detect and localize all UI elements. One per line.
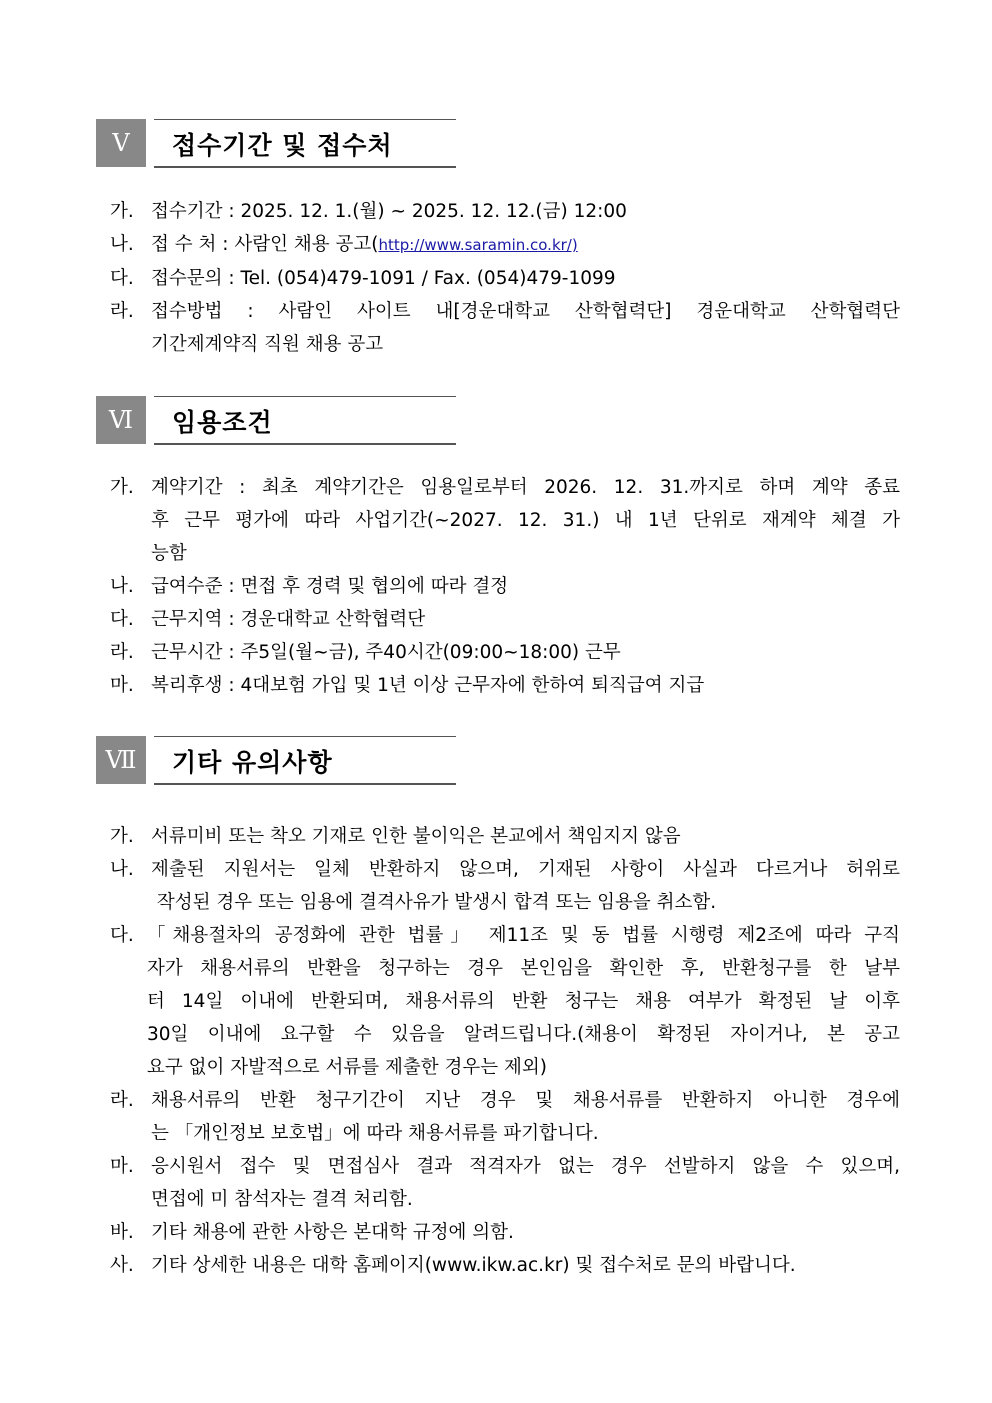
item-text: 「채용절차의 공정화에 관한 법률」 제11조 및 동 법률 시행령 제2조에 따라 구직 [147,925,900,946]
item-marker: 나. [110,859,134,880]
section-7-items [110,820,900,1282]
item-text: 접수문의 : Tel. (054)479-1091 / Fax. (054)479-1099 [151,268,616,289]
section-header-6 [96,396,456,444]
list-item [110,636,900,669]
item-text: 면접에 미 참석자는 결격 처리함. [151,1189,413,1210]
item-text: 서류미비 또는 착오 기재로 인한 불이익은 본교에서 책임지지 않음 [151,826,681,847]
item-marker: 나. [110,234,134,255]
section-title: 임용조건 [172,408,273,437]
item-marker: 가. [110,477,134,498]
item-text: 근무시간 : 주5일(월~금), 주40시간(09:00~18:00) 근무 [151,642,621,663]
list-item [110,853,900,919]
list-item [110,195,900,228]
item-text: 작성된 경우 또는 임용에 결격사유가 발생시 합격 또는 임용을 취소함. [151,892,717,913]
section-title-box [154,736,456,785]
list-item [110,1249,900,1282]
item-marker: 바. [110,1222,134,1243]
item-text: 근무지역 : 경운대학교 산학협력단 [151,609,426,630]
item-text: 제출된 지원서는 일체 반환하지 않으며, 기재된 사항이 사실과 다르거나 허위로 [151,859,900,880]
item-text: 기타 상세한 내용은 대학 홈페이지(www.ikw.ac.kr) 및 접수처로 문의 바랍니다. [151,1255,796,1276]
list-item [110,228,900,262]
item-marker: 가. [110,201,134,222]
item-text: 30일 이내에 요구할 수 있음을 알려드립니다.(채용이 확정된 자이거나, 본 공고 [147,1024,900,1045]
item-text: 접수방법 : 사람인 사이트 내[경운대학교 산학협력단] 경운대학교 산학협력단 [151,301,900,322]
section-title-box [154,119,456,168]
item-marker: 라. [110,301,134,322]
item-text-pre: 접 수 처 : 사람인 채용 공고( [151,234,379,255]
item-text: 계약기간 : 최초 계약기간은 임용일로부터 2026. 12. 31.까지로 하며 계약 종료 [151,477,900,498]
section-number: Ⅶ [96,736,146,784]
list-item [110,471,900,570]
section-title-box [154,396,456,445]
item-text: 자가 채용서류의 반환을 청구하는 경우 본인임을 확인한 후, 반환청구를 한 날부 [147,958,900,979]
item-text: 터 14일 이내에 반환되며, 채용서류의 반환 청구는 채용 여부가 확정된 날 이후 [147,991,900,1012]
section-header-7 [96,736,456,784]
section-5-items [110,195,900,361]
item-marker: 다. [110,609,134,630]
item-text: 급여수준 : 면접 후 경력 및 협의에 따라 결정 [151,576,509,597]
item-marker: 사. [110,1255,134,1276]
list-item [110,1150,900,1216]
item-marker: 나. [110,576,134,597]
list-item [110,262,900,295]
item-marker: 라. [110,642,134,663]
section-header-5 [96,119,456,167]
item-marker: 마. [110,675,134,696]
item-text: 는 「개인정보 보호법」에 따라 채용서류를 파기합니다. [151,1123,599,1144]
item-marker: 가. [110,826,134,847]
saramin-link[interactable]: http://www.saramin.co.kr/) [378,236,578,254]
item-marker: 다. [110,925,134,946]
item-text: 기간제계약직 직원 채용 공고 [151,334,384,355]
list-item [110,820,900,853]
list-item [110,1084,900,1150]
list-item [110,1216,900,1249]
item-text: 채용서류의 반환 청구기간이 지난 경우 및 채용서류를 반환하지 아니한 경우에 [151,1090,900,1111]
section-title: 접수기간 및 접수처 [172,131,393,160]
list-item [110,295,900,361]
list-item [110,919,900,1084]
section-6-items [110,471,900,702]
section-number: Ⅵ [96,396,146,444]
item-text: 접수기간 : 2025. 12. 1.(월) ~ 2025. 12. 12.(금) 12:00 [151,201,627,222]
item-text: 기타 채용에 관한 사항은 본대학 규정에 의함. [151,1222,514,1243]
item-text: 능함 [151,543,187,564]
list-item [110,570,900,603]
item-text: 응시원서 접수 및 면접심사 결과 적격자가 없는 경우 선발하지 않을 수 있으며, [151,1156,900,1177]
item-text: 후 근무 평가에 따라 사업기간(~2027. 12. 31.) 내 1년 단위로 재계약 체결 가 [151,510,900,531]
list-item [110,669,900,702]
item-marker: 다. [110,268,134,289]
item-marker: 마. [110,1156,134,1177]
item-marker: 라. [110,1090,134,1111]
item-text: 요구 없이 자발적으로 서류를 제출한 경우는 제외) [147,1057,547,1078]
section-number: Ⅴ [96,119,146,167]
item-text [151,228,900,262]
list-item [110,603,900,636]
item-text: 복리후생 : 4대보험 가입 및 1년 이상 근무자에 한하여 퇴직급여 지급 [151,675,705,696]
section-title: 기타 유의사항 [172,748,333,777]
